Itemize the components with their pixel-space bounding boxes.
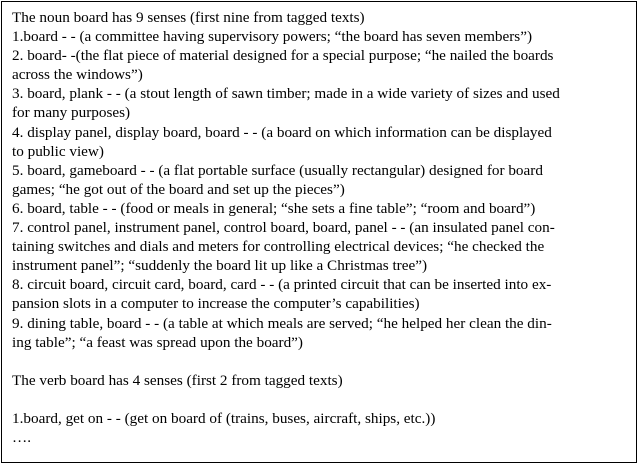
section-gap	[12, 390, 630, 409]
noun-sense-9	[12, 314, 630, 352]
noun-header: The noun board has 9 senses (first nine from tagged texts)	[12, 9, 365, 26]
noun-sense-8	[12, 275, 630, 313]
noun-sense-2	[12, 46, 630, 84]
noun-sense-line: games; “he got out of the board and set up the pieces”)	[12, 180, 345, 198]
noun-sense-line: 5. board, gameboard - - (a flat portable surface (usually rectangular) designed for board	[12, 161, 543, 179]
noun-sense-line: 2. board- -(the flat piece of material designed for a special purpose; “he nailed the boards	[12, 47, 554, 65]
verb-header: The verb board has 4 senses (first 2 from tagged texts)	[12, 371, 343, 389]
noun-sense-line: taining switches and dials and meters for controlling electrical devices; “he checked the	[12, 238, 545, 256]
ellipsis: ….	[12, 429, 31, 447]
noun-sense-line: instrument panel”; “suddenly the board lit up like a Christmas tree”)	[12, 257, 428, 275]
noun-sense-5	[12, 161, 630, 199]
noun-sense-6	[12, 199, 630, 218]
noun-sense-line: to public view)	[12, 142, 104, 160]
verb-sense-1	[12, 409, 630, 428]
noun-sense-7	[12, 218, 630, 275]
noun-sense-line: 1.board - - (a committee having supervisory powers; “the board has seven members”)	[12, 28, 533, 46]
noun-sense-4	[12, 123, 630, 161]
noun-sense-line: 7. control panel, instrument panel, control board, board, panel - - (an insulated panel con-	[12, 219, 555, 237]
verb-sense-line: 1.board, get on - - (get on board of (trains, buses, aircraft, ships, etc.))	[12, 409, 436, 427]
noun-sense-line: 9. dining table, board - - (a table at which meals are served; “he helped her clean the din-	[12, 314, 552, 332]
noun-sense-line: 8. circuit board, circuit card, board, card - - (a printed circuit that can be inserted into ex-	[12, 276, 552, 294]
definition-box	[1, 1, 637, 463]
definition-text	[12, 8, 630, 447]
noun-sense-line: 6. board, table - - (food or meals in general; “she sets a fine table”; “room and board”)	[12, 199, 536, 217]
noun-sense-line: 4. display panel, display board, board - - (a board on which information can be displayed	[12, 123, 552, 141]
noun-sense-1	[12, 27, 630, 46]
noun-sense-3	[12, 84, 630, 122]
noun-sense-line: 3. board, plank - - (a stout length of sawn timber; made in a wide variety of sizes and used	[12, 85, 560, 103]
noun-sense-line: across the windows”)	[12, 66, 143, 84]
noun-sense-line: pansion slots in a computer to increase the computer’s capabilities)	[12, 295, 420, 313]
section-gap	[12, 352, 630, 371]
noun-sense-line: ing table”; “a feast was spread upon the board”)	[12, 333, 303, 351]
noun-sense-line: for many purposes)	[12, 104, 131, 122]
